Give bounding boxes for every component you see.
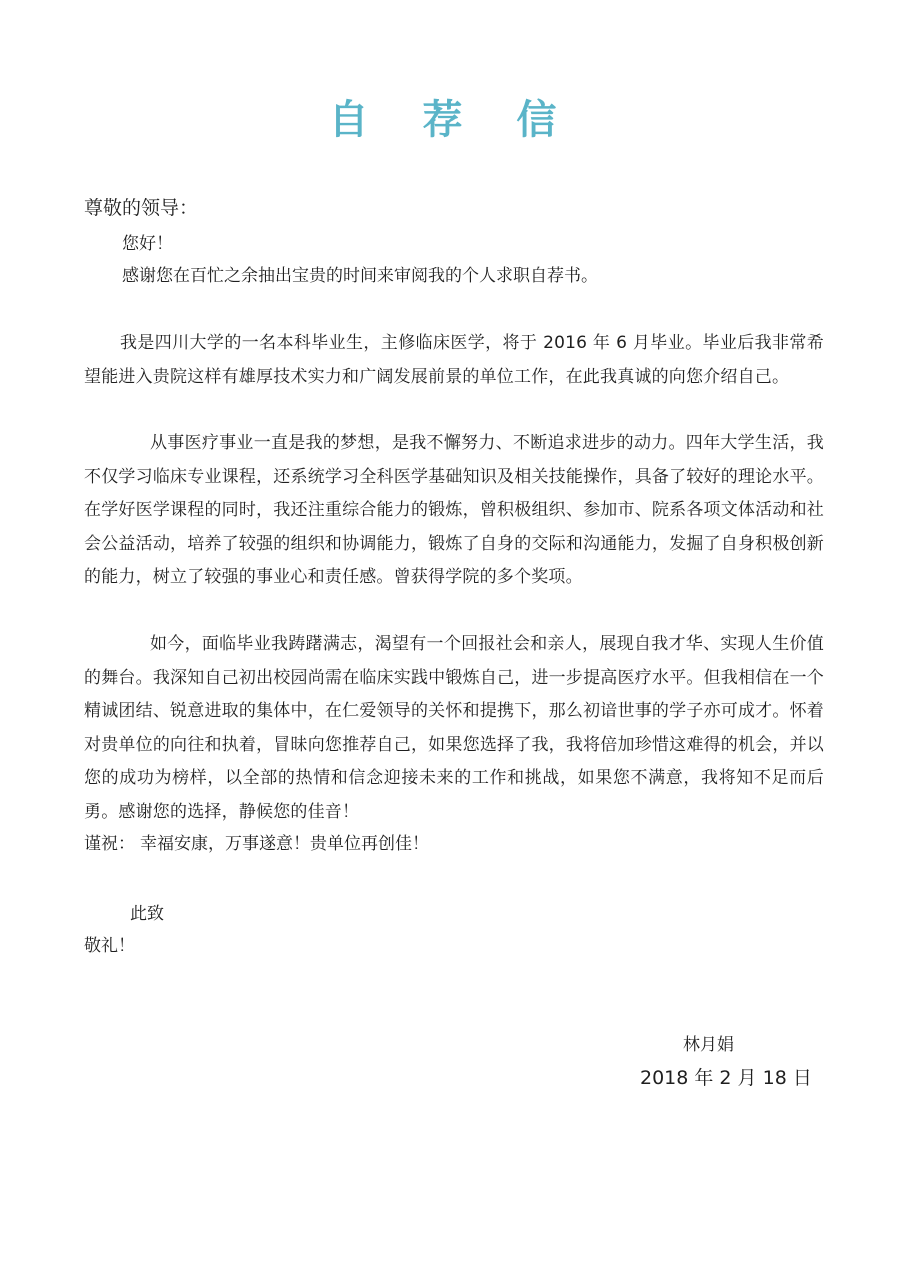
greeting: 您好！ [122,234,173,254]
wish-text: 幸福安康，万事遂意！贵单位再创佳！ [140,834,429,854]
closing-line-2: 敬礼！ [84,936,135,956]
letter-title: 自 荐 信 [328,97,577,143]
thanks-line: 感谢您在百忙之余抽出宝贵的时间来审阅我的个人求职自荐书。 [122,266,598,286]
signature-name: 林月娟 [683,1035,734,1055]
body-paragraph-intro: 我是四川大学的一名本科毕业生，主修临床医学，将于 2016 年 6 月毕业。毕业后我非常希望能进入贵院这样有雄厚技术实力和广阔发展前景的单位工作，在此我真诚的向您介绍自己。 [84,333,824,387]
closing-line-1: 此致 [130,904,164,924]
wish-label: 谨祝： [84,834,135,854]
signature-date: 2018 年 2 月 18 日 [640,1067,812,1089]
wish-line [84,829,429,859]
body-paragraph-aspiration: 如今，面临毕业我踌躇满志，渴望有一个回报社会和亲人，展现自我才华、实现人生价值的舞台。我深知自己初出校园尚需在临床实践中锻炼自己，进一步提高医疗水平。但我相信在一个精诚团结、锐意进取的集体中，在仁爱领导的关怀和提携下，那么初谙世事的学子亦可成才。怀着对贵单位的向往和执着，冒昧向您推荐自己，如果您选择了我，我将倍加珍惜这难得的机会，并以您的成功为榜样，以全部的热情和信念迎接未来的工作和挑战，如果您不满意，我将知不足而后勇。感谢您的选择，静候您的佳音！ [84,634,824,822]
salutation: 尊敬的领导： [84,197,199,219]
body-paragraph-experience: 从事医疗事业一直是我的梦想，是我不懈努力、不断追求进步的动力。四年大学生活，我不仅学习临床专业课程，还系统学习全科医学基础知识及相关技能操作，具备了较好的理论水平。在学好医学课程的同时，我还注重综合能力的锻炼，曾积极组织、参加市、院系各项文体活动和社会公益活动，培养了较强的组织和协调能力，锻炼了自身的交际和沟通能力，发掘了自身积极创新的能力，树立了较强的事业心和责任感。曾获得学院的多个奖项。 [84,433,824,587]
